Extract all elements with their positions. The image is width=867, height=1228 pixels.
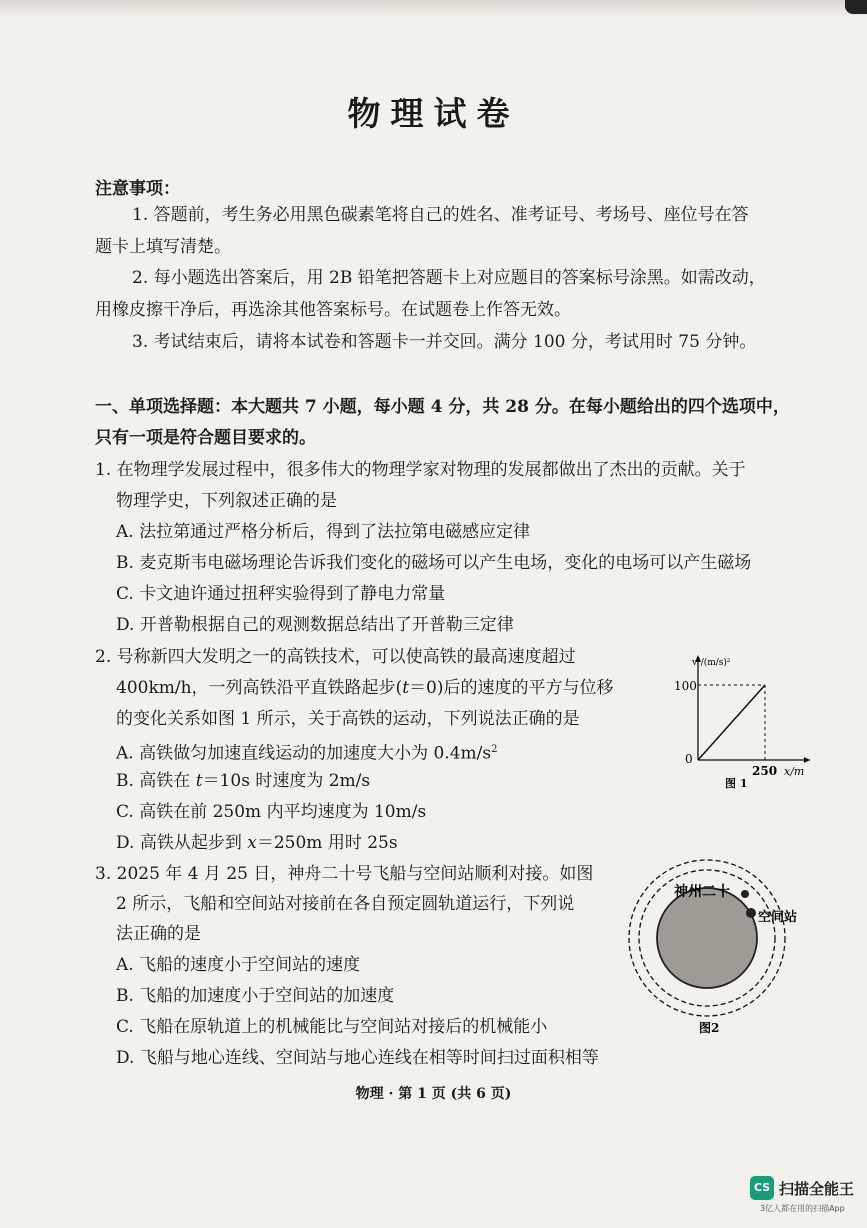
figure-1-data-line — [698, 685, 765, 760]
q1-option-b: B. 麦克斯韦电磁场理论告诉我们变化的磁场可以产生电场，变化的电场可以产生磁场 — [116, 553, 752, 573]
q2-option-b-var-t: t — [195, 771, 203, 791]
q2-stem-line-2 — [116, 677, 613, 699]
q2-option-d-b: ＝250m 用时 25s — [256, 833, 398, 853]
figure-1-x-tick: 250 — [752, 764, 778, 778]
scanner-logo-icon: CS — [750, 1176, 774, 1200]
q2-option-b-a: B. 高铁在 — [116, 771, 196, 791]
q2-stem-line-2-a: 400km/h，一列高铁沿平直铁路起步( — [116, 678, 403, 698]
scanner-app-tagline: 3亿人都在用的扫描App — [760, 1204, 845, 1213]
notice-item-2-line-2: 用橡皮擦干净后，再选涂其他答案标号。在试题卷上作答无效。 — [95, 300, 571, 320]
figure-2-caption: 图2 — [699, 1021, 720, 1034]
notice-item-1-line-2: 题卡上填写清楚。 — [95, 237, 231, 257]
figure-2-earth — [657, 888, 757, 988]
figure-2-station-dot — [746, 908, 756, 918]
q2-stem-line-3: 的变化关系如图 1 所示，关于高铁的运动，下列说法正确的是 — [116, 709, 580, 729]
q3-option-b: B. 飞船的加速度小于空间站的加速度 — [116, 986, 395, 1006]
q1-stem-line-1: 1. 在物理学发展过程中，很多伟大的物理学家对物理的发展都做出了杰出的贡献。关于 — [95, 460, 746, 480]
q2-stem-line-1: 2. 号称新四大发明之一的高铁技术，可以使高铁的最高速度超过 — [95, 647, 576, 667]
q3-option-d: D. 飞船与地心连线、空间站与地心连线在相等时间扫过面积相等 — [116, 1048, 599, 1068]
figure-2-ship-label: 神州二十 — [674, 884, 730, 900]
q2-option-a-text: A. 高铁做匀加速直线运动的加速度大小为 0.4m/s — [116, 743, 492, 764]
figure-1-graph — [668, 645, 818, 795]
notice-item-2-line-1: 2. 每小题选出答案后，用 2B 铅笔把答题卡上对应题目的答案标号涂黑。如需改动， — [132, 268, 766, 288]
q2-option-b-b: ＝10s 时速度为 2m/s — [202, 771, 371, 791]
figure-1-y-tick: 100 — [674, 679, 697, 693]
notice-heading: 注意事项： — [95, 179, 180, 199]
figure-2-orbits — [617, 858, 817, 1034]
section-1-heading-line-1: 一、单项选择题：本大题共 7 小题，每小题 4 分，共 28 分。在每小题给出的四个选项中， — [95, 397, 790, 417]
page-footer: 物理 · 第 1 页 (共 6 页) — [355, 1086, 512, 1102]
scan-corner-mark — [845, 0, 867, 14]
q2-option-d-a: D. 高铁从起步到 — [116, 833, 248, 853]
figure-1-origin: 0 — [685, 752, 693, 766]
q1-option-a: A. 法拉第通过严格分析后，得到了法拉第电磁感应定律 — [116, 522, 531, 542]
q2-stem-var-t: t — [402, 678, 410, 698]
q3-stem-line-2: 2 所示，飞船和空间站对接前在各自预定圆轨道运行，下列说 — [116, 894, 575, 914]
q3-option-a: A. 飞船的速度小于空间站的速度 — [116, 955, 361, 975]
q3-option-c: C. 飞船在原轨道上的机械能比与空间站对接后的机械能小 — [116, 1017, 548, 1037]
page-title: 物理试卷 — [347, 94, 520, 133]
scan-shadow — [0, 0, 867, 18]
figure-1-y-axis-label: v²/(m/s)² — [692, 658, 731, 668]
q2-option-d-var-x: x — [247, 833, 257, 853]
q2-option-b — [116, 770, 370, 792]
q1-option-d: D. 开普勒根据自己的观测数据总结出了开普勒三定律 — [116, 615, 514, 635]
figure-2-station-label: 空间站 — [758, 910, 798, 925]
q1-option-c: C. 卡文迪许通过扭秤实验得到了静电力常量 — [116, 584, 446, 604]
figure-1-x-arrow — [804, 757, 810, 763]
q3-stem-line-3: 法正确的是 — [116, 924, 201, 944]
notice-item-3: 3. 考试结束后，请将本试卷和答题卡一并交回。满分 100 分，考试用时 75 分钟。 — [132, 332, 757, 352]
q2-option-d — [116, 832, 398, 854]
q2-option-a-sup: 2 — [491, 744, 498, 755]
notice-item-1-line-1: 1. 答题前，考生务必用黑色碳素笔将自己的姓名、准考证号、考场号、座位号在答 — [132, 205, 749, 225]
q2-option-a — [116, 739, 497, 765]
figure-1-x-axis-label: x/m — [784, 765, 805, 778]
section-1-heading-line-2: 只有一项是符合题目要求的。 — [95, 428, 316, 448]
figure-2-ship-dot — [741, 890, 749, 898]
figure-1-caption: 图 1 — [725, 777, 748, 790]
q1-stem-line-2: 物理学史，下列叙述正确的是 — [116, 491, 337, 511]
q2-option-c: C. 高铁在前 250m 内平均速度为 10m/s — [116, 802, 427, 822]
scanner-app-name: 扫描全能王 — [779, 1180, 855, 1198]
q3-stem-line-1: 3. 2025 年 4 月 25 日，神舟二十号飞船与空间站顺利对接。如图 — [95, 864, 594, 884]
q2-stem-line-2-b: ＝0)后的速度的平方与位移 — [409, 678, 614, 698]
